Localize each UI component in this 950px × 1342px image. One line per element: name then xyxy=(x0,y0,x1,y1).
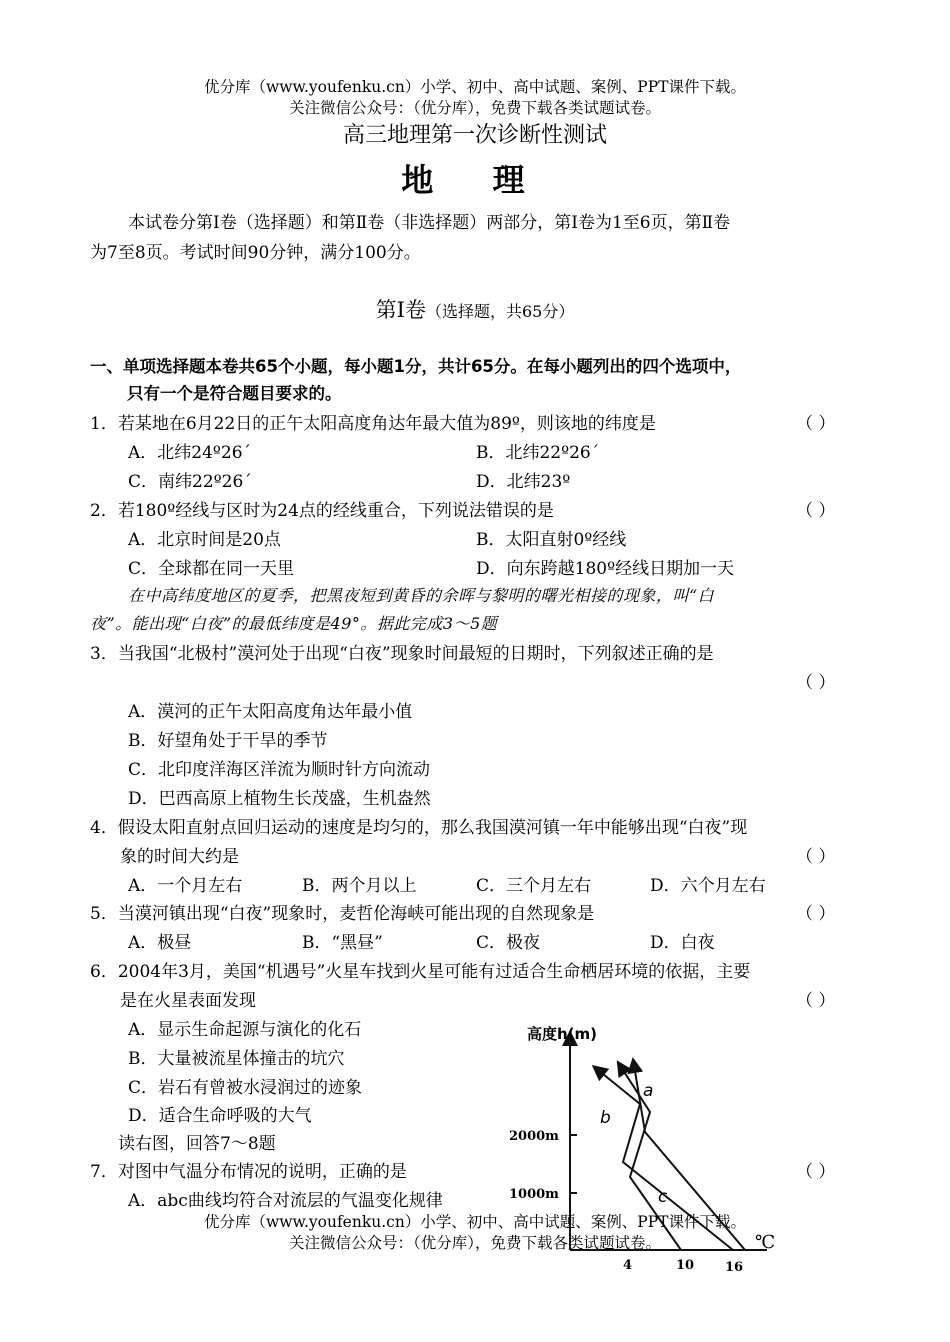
q7-stem: 7．对图中气温分布情况的说明，正确的是 xyxy=(90,1162,407,1182)
q3-answer-paren: （ ） xyxy=(796,673,836,693)
exam-subtitle: 高三地理第一次诊断性测试 xyxy=(342,123,607,148)
x-tick-label-10: 10 xyxy=(676,1258,695,1273)
y-axis-label: 高度h(m) xyxy=(527,1025,598,1043)
curve-label-b: b xyxy=(600,1108,611,1128)
passage1-line-2: 夜”。能出现“白夜”的最低纬度是49°。据此完成3～5题 xyxy=(90,614,498,633)
q1-answer-paren: （ ） xyxy=(796,414,836,434)
q2-option-b: B．太阳直射0º经线 xyxy=(476,530,627,550)
q4-answer-paren: （ ） xyxy=(796,847,836,867)
y-tick-label-1000: 1000m xyxy=(509,1187,559,1202)
q3-option-d: D．巴西高原上植物生长茂盛，生机盎然 xyxy=(128,789,431,809)
q1-option-c: C．南纬22º26´ xyxy=(128,472,252,492)
header-line-2: 关注微信公众号：（优分库），免费下载各类试题试卷。 xyxy=(288,99,661,117)
q1-option-d: D．北纬23º xyxy=(476,472,571,492)
exam-title: 地 理 xyxy=(401,161,549,199)
q5-option-d: D．白夜 xyxy=(650,933,715,953)
q5-option-c: C．极夜 xyxy=(476,933,541,953)
curve-label-a: a xyxy=(643,1081,654,1101)
footer-line-1: 优分库（www.youfenku.cn）小学、初中、高中试题、案例、PPT课件下载。 xyxy=(203,1213,747,1231)
q7-option-a: A．abc曲线均符合对流层的气温变化规律 xyxy=(128,1191,443,1211)
q1-option-b: B．北纬22º26´ xyxy=(476,443,600,463)
intro-line-1: 本试卷分第Ⅰ卷（选择题）和第Ⅱ卷（非选择题）两部分，第Ⅰ卷为1至6页，第Ⅱ卷 xyxy=(128,213,731,233)
x-unit-label: ℃ xyxy=(755,1232,776,1253)
footer-line-2: 关注微信公众号：（优分库），免费下载各类试题试卷。 xyxy=(288,1234,661,1252)
q1-stem: 1．若某地在6月22日的正午太阳高度角达年最大值为89º，则该地的纬度是 xyxy=(90,414,656,434)
instructions-line-2: 只有一个是符合题目要求的。 xyxy=(127,384,342,403)
q7-answer-paren: （ ） xyxy=(796,1162,836,1182)
q6-answer-paren: （ ） xyxy=(796,991,836,1011)
q2-option-a: A．北京时间是20点 xyxy=(128,530,281,550)
section-heading-note: （选择题，共65分） xyxy=(425,302,575,321)
instructions-line-1: 一、单项选择题本卷共65个小题，每小题1分，共计65分。在每小题列出的四个选项中， xyxy=(90,357,742,376)
q5-option-a: A．极昼 xyxy=(128,933,192,953)
q4-option-b: B．两个月以上 xyxy=(302,876,417,896)
intro-line-2: 为7至8页。考试时间90分钟，满分100分。 xyxy=(90,243,421,263)
q3-option-b: B．好望角处于干旱的季节 xyxy=(128,731,328,751)
q5-answer-paren: （ ） xyxy=(796,904,836,924)
q5-stem: 5．当漠河镇出现“白夜”现象时，麦哲伦海峡可能出现的自然现象是 xyxy=(90,904,595,924)
x-tick-label-16: 16 xyxy=(725,1260,744,1274)
section-heading-main: 第Ⅰ卷 xyxy=(375,298,426,322)
q3-option-a: A．漠河的正午太阳高度角达年最小值 xyxy=(128,702,413,722)
q4-option-d: D．六个月左右 xyxy=(650,876,766,896)
q4-stem-line-2: 象的时间大约是 xyxy=(120,847,239,867)
q3-stem: 3．当我国“北极村”漠河处于出现“白夜”现象时间最短的日期时，下列叙述正确的是 xyxy=(90,644,714,664)
q6-stem-line-2: 是在火星表面发现 xyxy=(120,991,256,1011)
section-heading xyxy=(0,294,950,324)
q6-option-b: B．大量被流星体撞击的坑穴 xyxy=(128,1049,345,1069)
y-tick-label-2000: 2000m xyxy=(509,1129,559,1144)
q4-option-c: C．三个月左右 xyxy=(476,876,592,896)
q6-option-a: A．显示生命起源与演化的化石 xyxy=(128,1020,362,1040)
q6-option-c: C．岩石有曾被水浸润过的迹象 xyxy=(128,1078,363,1098)
x-tick-label-4: 4 xyxy=(623,1258,633,1273)
header-line-1: 优分库（www.youfenku.cn）小学、初中、高中试题、案例、PPT课件下载。 xyxy=(203,78,747,96)
q4-stem-line-1: 4．假设太阳直射点回归运动的速度是均匀的，那么我国漠河镇一年中能够出现“白夜”现 xyxy=(90,818,748,838)
q4-option-a: A．一个月左右 xyxy=(128,876,243,896)
q2-answer-paren: （ ） xyxy=(796,501,836,521)
q5-option-b: B．“黑昼” xyxy=(302,933,383,953)
q3-option-c: C．北印度洋海区洋流为顺时针方向流动 xyxy=(128,760,431,780)
q2-option-c: C．全球都在同一天里 xyxy=(128,559,295,579)
q1-option-a: A．北纬24º26´ xyxy=(128,443,252,463)
passage1-line-1: 在中高纬度地区的夏季，把黑夜短到黄昏的余晖与黎明的曙光相接的现象，叫“白 xyxy=(128,586,715,605)
curve-label-c: c xyxy=(658,1187,668,1207)
q2-stem: 2．若180º经线与区时为24点的经线重合，下列说法错误的是 xyxy=(90,501,554,521)
q6-option-d: D．适合生命呼吸的大气 xyxy=(128,1106,312,1126)
passage2: 读右图，回答7～8题 xyxy=(118,1134,276,1154)
q6-stem-line-1: 6．2004年3月，美国“机遇号”火星车找到火星可能有过适合生命栖居环境的依据，主要 xyxy=(90,962,751,982)
q2-option-d: D．向东跨越180º经线日期加一天 xyxy=(476,559,735,579)
